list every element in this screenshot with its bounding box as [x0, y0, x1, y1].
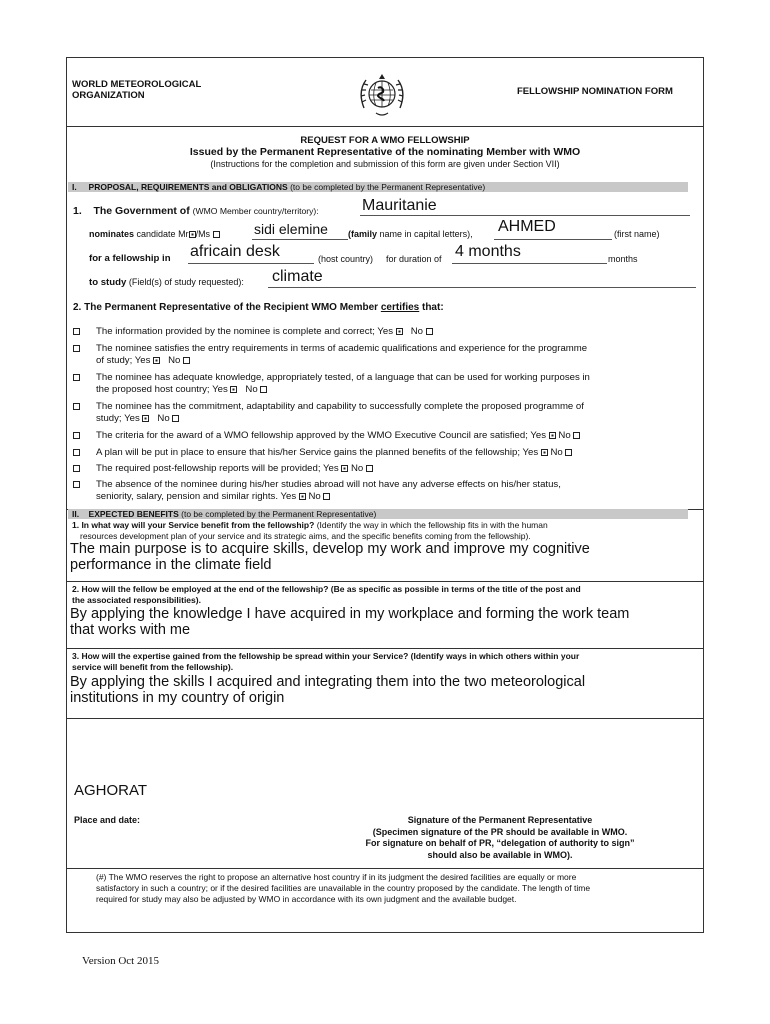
- benefit-a2-line1: By applying the knowledge I have acquired in my workplace and forming the work team: [70, 606, 630, 622]
- signature-title: Signature of the Permanent Representative: [407, 815, 593, 825]
- no-label: No: [245, 384, 258, 395]
- benefit-a1-line1: The main purpose is to acquire skills, develop my work and improve my cognitive: [70, 541, 590, 557]
- certifies-heading-post: that:: [419, 302, 444, 313]
- no-label: No: [308, 491, 321, 502]
- no-checkbox[interactable]: [323, 493, 330, 500]
- family-name-underline: [494, 239, 612, 240]
- cert-item-cont: of study; Yes: [96, 355, 151, 366]
- yes-checkbox[interactable]: [142, 415, 149, 422]
- place-date-label: Place and date:: [74, 815, 141, 825]
- item-checkbox[interactable]: [73, 449, 80, 456]
- country-field[interactable]: Mauritanie: [362, 197, 437, 214]
- cert-item-text: The nominee has adequate knowledge, appropriately tested, of a language that can be used for working purposes in: [96, 372, 590, 383]
- no-label: No: [550, 447, 563, 458]
- cert-item-text: The nominee has the commitment, adaptability and capability to successfully complete the proposed programme of: [96, 401, 584, 412]
- q1-label: [73, 205, 319, 217]
- divider-footnote: [66, 868, 704, 869]
- study-label: to study: [89, 277, 127, 288]
- q1-text: The Government of: [93, 205, 190, 217]
- org-name: [72, 79, 201, 101]
- org-name-line2: ORGANIZATION: [72, 90, 145, 101]
- cert-item-text: The nominee satisfies the entry requirements in terms of academic qualifications and experience for the programme: [96, 343, 588, 354]
- benefit-question-3: [72, 651, 700, 673]
- footnote: [96, 872, 700, 905]
- section1-title: PROPOSAL, REQUIREMENTS and OBLIGATIONS: [88, 182, 288, 192]
- family-label-bold: (family: [348, 229, 378, 239]
- country-underline: [360, 215, 690, 216]
- cert-item-information: [96, 326, 696, 338]
- benefit-answer-1[interactable]: [70, 541, 700, 573]
- months-note: months: [608, 254, 638, 264]
- no-label: No: [157, 413, 170, 424]
- benefit-a3-line1: By applying the skills I acquired and integrating them into the two meteorological: [70, 674, 586, 690]
- host-underline: [188, 263, 314, 264]
- cert-item-cont: seniority, salary, pension and similar rights. Yes: [96, 491, 297, 502]
- benefit-q1-text: 1. In what way will your Service benefit from the fellowship?: [72, 520, 315, 530]
- benefit-question-2: [72, 584, 700, 606]
- wmo-emblem-icon: [356, 68, 408, 120]
- item-checkbox[interactable]: [73, 374, 80, 381]
- cert-item-text: The information provided by the nominee is complete and correct; Yes: [96, 326, 394, 337]
- benefits-num: II.: [72, 509, 80, 519]
- cert-item-plan: [96, 447, 696, 459]
- benefit-a1-line2: performance in the climate field: [70, 557, 272, 573]
- no-label: No: [410, 326, 423, 337]
- family-note: name in capital letters),: [379, 229, 473, 239]
- item-checkbox[interactable]: [73, 465, 80, 472]
- study-field[interactable]: climate: [272, 268, 323, 285]
- certifies-word: certifies: [380, 302, 420, 313]
- benefit-answer-2[interactable]: [70, 606, 700, 638]
- benefit-a2-line2: that works with me: [70, 622, 191, 638]
- request-title: REQUEST FOR A WMO FELLOWSHIP: [300, 135, 470, 146]
- item-checkbox[interactable]: [73, 432, 80, 439]
- candidate-name-field[interactable]: sidi elemine: [254, 221, 328, 237]
- signature-block: [330, 815, 670, 861]
- no-label: No: [168, 355, 181, 366]
- benefit-q1-note: (Identify the way in which the fellowship fits in with the human: [316, 520, 548, 530]
- yes-checkbox[interactable]: [230, 386, 237, 393]
- family-name-field[interactable]: AHMED: [498, 218, 556, 235]
- yes-checkbox[interactable]: [549, 432, 556, 439]
- divider-q2: [66, 581, 704, 582]
- duration-underline: [452, 263, 607, 264]
- footnote-line2: satisfactory in such a country; or if the desired facilities are unavailable in the country proposed by the candidate. The length of time: [96, 883, 591, 893]
- no-label: No: [350, 463, 364, 474]
- benefits-title: EXPECTED BENEFITS: [88, 509, 179, 519]
- benefit-q1-note2: resources development plan of your service and its strategic aims, and the specific benefits coming from the fellowship).: [80, 531, 531, 541]
- duration-field[interactable]: 4 months: [455, 243, 521, 260]
- first-name-note: (first name): [614, 229, 660, 239]
- study-underline: [268, 287, 696, 288]
- no-checkbox[interactable]: [183, 357, 190, 364]
- item-checkbox[interactable]: [73, 403, 80, 410]
- no-checkbox[interactable]: [426, 328, 433, 335]
- host-country-note: (host country): [318, 254, 374, 264]
- cert-item-entry-requirements: [96, 343, 696, 367]
- divider-signature: [66, 718, 704, 719]
- candidate-name-underline: [252, 239, 348, 240]
- benefit-q2-line2: the associated responsibilities).: [72, 595, 201, 605]
- benefit-a3-line2: institutions in my country of origin: [70, 690, 285, 706]
- benefits-heading: [72, 509, 376, 519]
- yes-checkbox[interactable]: [541, 449, 548, 456]
- cert-item-commitment: [96, 401, 696, 425]
- mr-label: candidate Mr: [136, 229, 189, 239]
- item-checkbox[interactable]: [73, 345, 80, 352]
- cert-item-absence: [96, 479, 696, 503]
- section1-note: (to be completed by the Permanent Representative): [290, 182, 486, 192]
- benefits-note: (to be completed by the Permanent Representative): [181, 509, 377, 519]
- ms-checkbox[interactable]: [213, 231, 220, 238]
- divider-q3: [66, 648, 704, 649]
- no-checkbox[interactable]: [573, 432, 580, 439]
- cert-item-text: The absence of the nominee during his/her studies abroad will not have any adverse effects on his/her status,: [96, 479, 561, 490]
- cert-item-reports: [96, 463, 696, 475]
- request-subtitle: Issued by the Permanent Representative of the nominating Member with WMO: [189, 146, 581, 158]
- no-label: No: [558, 430, 571, 441]
- q1-note: (WMO Member country/territory):: [192, 206, 319, 216]
- place-field[interactable]: AGHORAT: [74, 782, 148, 799]
- signature-line3: For signature on behalf of PR, “delegation of authority to sign”: [365, 838, 635, 848]
- host-field[interactable]: africain desk: [190, 243, 280, 260]
- footnote-line1: (#) The WMO reserves the right to propose an alternative host country if in its judgment the desired facilities are equally or more: [96, 872, 577, 882]
- header-divider: [66, 126, 704, 127]
- footnote-line3: required for study may also be adjusted by WMO in accordance with its own judgment and the available budget.: [96, 894, 517, 904]
- no-checkbox[interactable]: [565, 449, 572, 456]
- benefit-q2-line1: 2. How will the fellow be employed at the end of the fellowship? (Be as specific as possible in terms of the title of the post and: [72, 584, 581, 594]
- no-checkbox[interactable]: [172, 415, 179, 422]
- section1-num: I.: [72, 182, 77, 192]
- cert-item-text: A plan will be put in place to ensure that his/her Service gains the planned benefits of the fellowship; Yes: [96, 447, 539, 458]
- item-checkbox[interactable]: [73, 328, 80, 335]
- section1-heading: [72, 182, 485, 192]
- cert-item-criteria: [96, 430, 696, 442]
- nominates-label: nominates: [89, 229, 135, 239]
- fellowship-label: for a fellowship in: [89, 253, 171, 264]
- study-row: [89, 277, 244, 288]
- cert-item-language: [96, 372, 696, 396]
- benefit-q3-line1: 3. How will the expertise gained from the fellowship be spread within your Service? (Identify ways in which others within your: [72, 651, 580, 661]
- ms-label: /Ms: [195, 229, 211, 239]
- benefit-q3-line2: service will benefit from the fellowship).: [72, 662, 234, 672]
- request-note: (Instructions for the completion and submission of this form are given under Section VII): [210, 159, 560, 169]
- duration-note: for duration of: [386, 254, 442, 264]
- certifies-heading: [73, 302, 444, 313]
- cert-item-text: The criteria for the award of a WMO fellowship approved by the WMO Executive Council are satisfied; Yes: [96, 430, 547, 441]
- cert-item-text: The required post-fellowship reports will be provided; Yes: [96, 463, 339, 474]
- family-label: [348, 229, 473, 239]
- yes-checkbox[interactable]: [396, 328, 403, 335]
- signature-line4: should also be available in WMO).: [427, 849, 573, 860]
- no-checkbox[interactable]: [260, 386, 267, 393]
- mr-checkbox[interactable]: [189, 231, 196, 238]
- study-note: (Field(s) of study requested):: [128, 277, 244, 287]
- yes-checkbox[interactable]: [153, 357, 160, 364]
- certifies-heading-pre: 2. The Permanent Representative of the Recipient WMO Member: [73, 302, 381, 313]
- yes-checkbox[interactable]: [341, 465, 348, 472]
- cert-item-cont: study; Yes: [96, 413, 140, 424]
- benefit-answer-3[interactable]: [70, 674, 700, 706]
- form-title: FELLOWSHIP NOMINATION FORM: [517, 86, 673, 97]
- benefit-question-1: [72, 520, 697, 542]
- no-checkbox[interactable]: [366, 465, 373, 472]
- yes-checkbox[interactable]: [299, 493, 306, 500]
- nominates-row: [89, 229, 220, 239]
- signature-line2: (Specimen signature of the PR should be available in WMO.: [372, 826, 628, 837]
- cert-item-cont: the proposed host country; Yes: [96, 384, 228, 395]
- item-checkbox[interactable]: [73, 481, 80, 488]
- org-name-line1: WORLD METEOROLOGICAL: [72, 79, 202, 90]
- version-label: Version Oct 2015: [82, 955, 159, 967]
- q1-num: 1.: [73, 205, 82, 217]
